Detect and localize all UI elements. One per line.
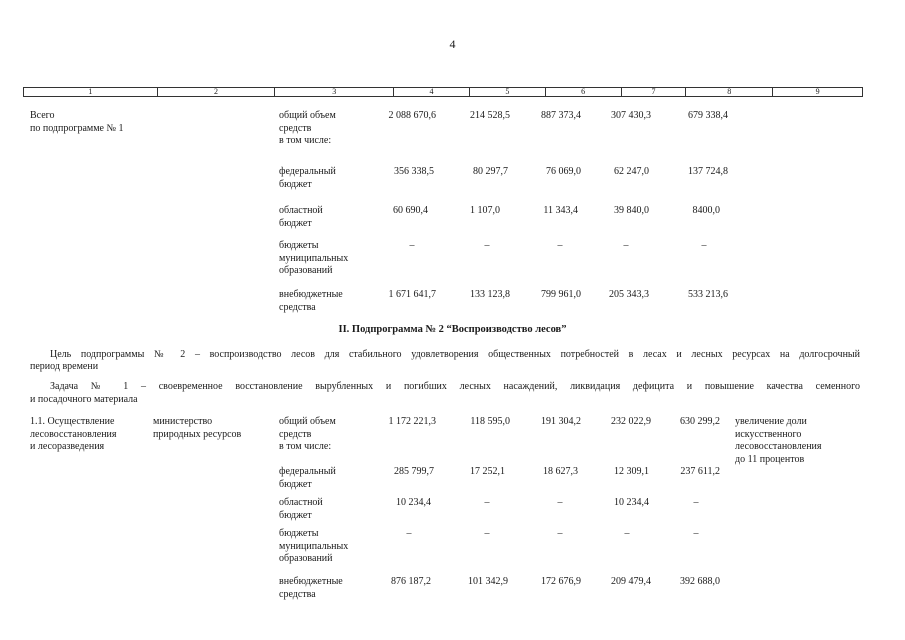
label-line: бюджет xyxy=(279,509,312,521)
value-col6: 799 961,0 xyxy=(541,289,581,300)
value-col4: – xyxy=(406,528,412,539)
funding-source-label xyxy=(279,110,336,148)
label-line: в том числе: xyxy=(279,135,332,146)
funding-source-label xyxy=(279,240,348,278)
label-line: средств xyxy=(279,122,312,134)
value-col4: 356 338,5 xyxy=(394,166,434,177)
value-col6: 191 304,2 xyxy=(541,416,581,427)
value-col8: 533 213,6 xyxy=(688,289,728,300)
total-block-name-line: по подпрограмме № 1 xyxy=(30,122,124,134)
label-line: федеральный xyxy=(279,466,336,477)
column-header: 8 xyxy=(686,88,773,96)
section-title: II. Подпрограмма № 2 “Воспроизводство лесов” xyxy=(338,324,567,335)
goal-text: Цель подпрограммы № 2 – воспроизводство лесов для стабильного удовлетворения общественных потребностей в лесах и лесных ресурсах на долгосрочный xyxy=(50,349,860,360)
label-line: внебюджетные xyxy=(279,576,343,587)
total-block-name xyxy=(30,110,124,135)
executor-line: министерство xyxy=(153,416,213,427)
page-number: 4 xyxy=(449,37,456,51)
goal-paragraph-line xyxy=(30,349,860,362)
item-name-line: лесовосстановления xyxy=(30,428,117,440)
value-col6: 18 627,3 xyxy=(543,466,578,477)
funding-source-label xyxy=(279,416,336,454)
executor-line: природных ресурсов xyxy=(153,428,242,440)
value-col4: 1 671 641,7 xyxy=(388,289,436,300)
funding-source-label xyxy=(279,289,343,314)
value-col4: 2 088 670,6 xyxy=(388,110,436,121)
value-col4: 876 187,2 xyxy=(391,576,431,587)
label-line: бюджет xyxy=(279,478,312,490)
column-header: 1 xyxy=(24,88,158,96)
value-col8: 630 299,2 xyxy=(680,416,720,427)
item-name-line: и лесоразведения xyxy=(30,441,105,452)
value-col7: 62 247,0 xyxy=(614,166,649,177)
value-col4: 1 172 221,3 xyxy=(388,416,436,427)
task-paragraph-line xyxy=(30,381,860,394)
value-col5: 133 123,8 xyxy=(470,289,510,300)
label-line: бюджет xyxy=(279,217,312,229)
value-col8: – xyxy=(693,528,699,539)
value-col5: 214 528,5 xyxy=(470,110,510,121)
value-col8: 8400,0 xyxy=(692,205,720,216)
label-line: муниципальных xyxy=(279,252,349,264)
value-col5: – xyxy=(484,528,490,539)
label-line: муниципальных xyxy=(279,540,349,552)
label-line: бюджеты xyxy=(279,528,319,539)
result-line: лесовосстановления xyxy=(735,441,822,452)
value-col6: 887 373,4 xyxy=(541,110,581,121)
goal-paragraph-line: период времени xyxy=(30,361,99,372)
value-col5: 17 252,1 xyxy=(470,466,505,477)
item-1-1-executor xyxy=(153,416,241,441)
value-col7: 12 309,1 xyxy=(614,466,649,477)
value-col4: 10 234,4 xyxy=(396,497,431,508)
value-col7: 10 234,4 xyxy=(614,497,649,508)
label-line: общий объем xyxy=(279,416,336,427)
funding-source-label xyxy=(279,528,348,566)
value-col6: – xyxy=(557,528,563,539)
result-line: увеличение доли xyxy=(735,416,807,427)
value-col8: 137 724,8 xyxy=(688,166,728,177)
column-header: 3 xyxy=(275,88,394,96)
value-col5: 101 342,9 xyxy=(468,576,508,587)
value-col5: – xyxy=(484,497,490,508)
label-line: областной xyxy=(279,497,323,508)
value-col7: 307 430,3 xyxy=(611,110,651,121)
value-col6: – xyxy=(557,240,563,251)
value-col8: 392 688,0 xyxy=(680,576,720,587)
value-col6: 11 343,4 xyxy=(543,205,578,216)
value-col4: 60 690,4 xyxy=(393,205,428,216)
item-name-line: 1.1. Осуществление xyxy=(30,416,115,427)
value-col5: 118 595,0 xyxy=(470,416,510,427)
value-col5: 1 107,0 xyxy=(470,205,500,216)
value-col4: 285 799,7 xyxy=(394,466,434,477)
label-line: образований xyxy=(279,553,333,564)
column-header: 2 xyxy=(158,88,276,96)
value-col8: – xyxy=(693,497,699,508)
label-line: бюджет xyxy=(279,178,312,190)
label-line: средств xyxy=(279,428,312,440)
column-header-row xyxy=(23,87,863,97)
task-paragraph-line: и посадочного материала xyxy=(30,394,138,405)
funding-source-label xyxy=(279,166,336,191)
funding-source-label xyxy=(279,466,336,491)
value-col7: 39 840,0 xyxy=(614,205,649,216)
task-text: Задача № 1 – своевременное восстановление вырубленных и погибших лесных насаждений, ликвидация дефицита и повышение качества семенного xyxy=(50,381,860,392)
label-line: средства xyxy=(279,588,316,600)
column-header: 5 xyxy=(470,88,546,96)
label-line: федеральный xyxy=(279,166,336,177)
result-line: до 11 процентов xyxy=(735,453,805,465)
label-line: бюджеты xyxy=(279,240,319,251)
funding-source-label xyxy=(279,497,323,522)
column-header: 6 xyxy=(546,88,622,96)
column-header: 9 xyxy=(815,87,820,96)
value-col8: 679 338,4 xyxy=(688,110,728,121)
value-col7: 205 343,3 xyxy=(609,289,649,300)
value-col5: 80 297,7 xyxy=(473,166,508,177)
column-header: 4 xyxy=(394,88,470,96)
item-1-1-name xyxy=(30,416,117,454)
value-col6: 76 069,0 xyxy=(546,166,581,177)
value-col7: – xyxy=(624,528,630,539)
result-line: искусственного xyxy=(735,428,802,440)
funding-source-label xyxy=(279,576,343,601)
label-line: средства xyxy=(279,301,316,313)
label-line: внебюджетные xyxy=(279,289,343,300)
column-header: 7 xyxy=(622,88,687,96)
item-1-1-result xyxy=(735,416,822,466)
value-col6: – xyxy=(557,497,563,508)
value-col7: 209 479,4 xyxy=(611,576,651,587)
label-line: общий объем xyxy=(279,110,336,121)
value-col8: – xyxy=(701,240,707,251)
label-line: областной xyxy=(279,205,323,216)
label-line: в том числе: xyxy=(279,441,332,452)
value-col8: 237 611,2 xyxy=(680,466,720,477)
value-col7: – xyxy=(623,240,629,251)
value-col7: 232 022,9 xyxy=(611,416,651,427)
value-col6: 172 676,9 xyxy=(541,576,581,587)
total-block-name-line: Всего xyxy=(30,110,55,121)
funding-source-label xyxy=(279,205,323,230)
label-line: образований xyxy=(279,265,333,276)
value-col4: – xyxy=(409,240,415,251)
value-col5: – xyxy=(484,240,490,251)
